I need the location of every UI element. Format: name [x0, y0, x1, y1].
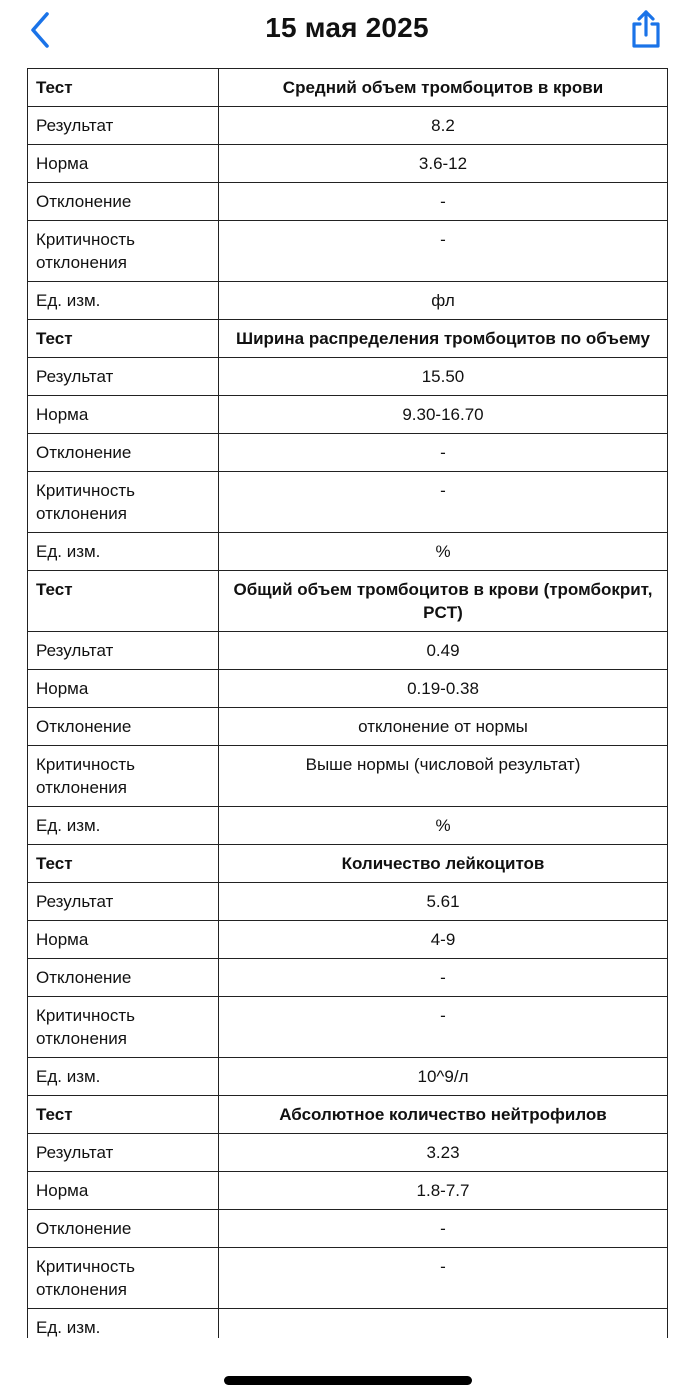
row-value-cell: -	[219, 1248, 668, 1309]
row-value-cell: -	[219, 997, 668, 1058]
row-value-cell: 5.61	[219, 883, 668, 921]
table-row	[28, 1134, 668, 1172]
row-label-cell: Результат	[28, 883, 219, 921]
table-row	[28, 358, 668, 396]
row-value-cell: Выше нормы (числовой результат)	[219, 746, 668, 807]
table-row	[28, 1210, 668, 1248]
table-row	[28, 746, 668, 807]
test-header-row	[28, 845, 668, 883]
test-header-row	[28, 1096, 668, 1134]
test-header-row	[28, 69, 668, 107]
row-label-cell: Норма	[28, 396, 219, 434]
table-row	[28, 708, 668, 746]
table-row	[28, 997, 668, 1058]
row-label-cell: Ед. изм.	[28, 807, 219, 845]
table-row	[28, 632, 668, 670]
table-row	[28, 107, 668, 145]
row-label-cell: Норма	[28, 670, 219, 708]
row-label-cell: Ед. изм.	[28, 1058, 219, 1096]
table-row	[28, 883, 668, 921]
row-value-cell: 3.6-12	[219, 145, 668, 183]
row-label-cell: Критичность отклонения	[28, 1248, 219, 1309]
row-value-cell: 15.50	[219, 358, 668, 396]
row-value-cell: 3.23	[219, 1134, 668, 1172]
row-label-cell: Критичность отклонения	[28, 472, 219, 533]
row-value-cell: -	[219, 1210, 668, 1248]
test-name-cell: Количество лейкоцитов	[219, 845, 668, 883]
table-row	[28, 1248, 668, 1309]
test-label-cell: Тест	[28, 320, 219, 358]
row-label-cell: Отклонение	[28, 708, 219, 746]
home-indicator[interactable]	[224, 1376, 472, 1385]
row-label-cell: Результат	[28, 1134, 219, 1172]
row-value-cell: 0.49	[219, 632, 668, 670]
table-row	[28, 1172, 668, 1210]
table-row	[28, 396, 668, 434]
row-label-cell: Результат	[28, 632, 219, 670]
results-table	[27, 68, 668, 1338]
table-row	[28, 434, 668, 472]
row-label-cell: Критичность отклонения	[28, 221, 219, 282]
test-header-row	[28, 571, 668, 632]
row-label-cell: Отклонение	[28, 183, 219, 221]
table-row	[28, 959, 668, 997]
table-row	[28, 183, 668, 221]
table-row	[28, 807, 668, 845]
row-value-cell	[219, 1309, 668, 1339]
test-label-cell: Тест	[28, 571, 219, 632]
row-value-cell: отклонение от нормы	[219, 708, 668, 746]
row-value-cell: -	[219, 183, 668, 221]
test-name-cell: Общий объем тромбоцитов в крови (тромбокрит, PCT)	[219, 571, 668, 632]
row-value-cell: 0.19-0.38	[219, 670, 668, 708]
test-label-cell: Тест	[28, 1096, 219, 1134]
row-value-cell: 10^9/л	[219, 1058, 668, 1096]
table-row	[28, 221, 668, 282]
table-row	[28, 282, 668, 320]
row-value-cell: -	[219, 472, 668, 533]
table-row	[28, 533, 668, 571]
table-row	[28, 670, 668, 708]
bottom-area	[0, 1338, 694, 1400]
row-value-cell: 9.30-16.70	[219, 396, 668, 434]
row-label-cell: Норма	[28, 921, 219, 959]
page-title: 15 мая 2025	[265, 12, 429, 43]
row-value-cell: %	[219, 807, 668, 845]
row-value-cell: 4-9	[219, 921, 668, 959]
row-label-cell: Результат	[28, 107, 219, 145]
share-icon	[629, 9, 663, 49]
row-label-cell: Отклонение	[28, 959, 219, 997]
row-label-cell: Ед. изм.	[28, 1309, 219, 1339]
share-button[interactable]	[624, 6, 668, 52]
row-label-cell: Норма	[28, 1172, 219, 1210]
test-name-cell: Ширина распределения тромбоцитов по объему	[219, 320, 668, 358]
row-value-cell: фл	[219, 282, 668, 320]
row-label-cell: Результат	[28, 358, 219, 396]
table-row	[28, 145, 668, 183]
row-label-cell: Критичность отклонения	[28, 997, 219, 1058]
test-header-row	[28, 320, 668, 358]
test-name-cell: Абсолютное количество нейтрофилов	[219, 1096, 668, 1134]
row-value-cell: -	[219, 959, 668, 997]
row-label-cell: Отклонение	[28, 434, 219, 472]
row-label-cell: Ед. изм.	[28, 282, 219, 320]
table-row	[28, 1309, 668, 1339]
navigation-bar	[0, 0, 694, 58]
row-value-cell: 1.8-7.7	[219, 1172, 668, 1210]
row-label-cell: Критичность отклонения	[28, 746, 219, 807]
results-table-container[interactable]	[27, 68, 668, 1338]
table-row	[28, 472, 668, 533]
row-value-cell: %	[219, 533, 668, 571]
table-row	[28, 921, 668, 959]
row-label-cell: Ед. изм.	[28, 533, 219, 571]
test-name-cell: Средний объем тромбоцитов в крови	[219, 69, 668, 107]
table-row	[28, 1058, 668, 1096]
row-value-cell: -	[219, 434, 668, 472]
row-label-cell: Отклонение	[28, 1210, 219, 1248]
row-value-cell: 8.2	[219, 107, 668, 145]
row-value-cell: -	[219, 221, 668, 282]
test-label-cell: Тест	[28, 69, 219, 107]
row-label-cell: Норма	[28, 145, 219, 183]
test-label-cell: Тест	[28, 845, 219, 883]
